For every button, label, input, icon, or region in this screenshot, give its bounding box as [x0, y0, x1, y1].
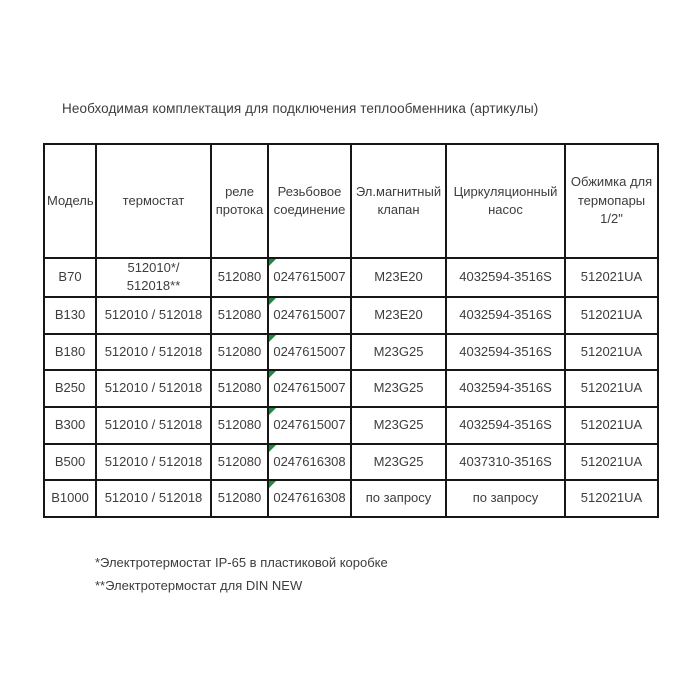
cell-circulation-pump: 4037310-3516S [446, 444, 565, 481]
header-model: Модель [44, 144, 96, 258]
cell-threaded-connection [268, 407, 351, 444]
header-threaded-connection: Резьбовое соединение [268, 144, 351, 258]
cell-thermostat: 512010*/ 512018** [96, 258, 211, 297]
cell-thermostat: 512010 / 512018 [96, 444, 211, 481]
cell-model: B180 [44, 334, 96, 371]
cell-thermostat: 512010 / 512018 [96, 480, 211, 517]
cell-solenoid-valve: M23E20 [351, 297, 446, 334]
header-circulation-pump: Циркуляционный насос [446, 144, 565, 258]
cell-thermostat: 512010 / 512018 [96, 334, 211, 371]
cell-threaded-connection [268, 334, 351, 371]
header-thermostat: термостат [96, 144, 211, 258]
footnote-thermostat-din: **Электротермостат для DIN NEW [95, 578, 303, 593]
cell-model: B130 [44, 297, 96, 334]
excel-error-triangle-icon [269, 481, 276, 488]
cell-thermocouple-crimp: 512021UA [565, 407, 658, 444]
footnotes-block [95, 551, 388, 597]
cell-solenoid-valve: M23E20 [351, 258, 446, 297]
cell-flow-relay: 512080 [211, 370, 268, 407]
cell-threaded-connection [268, 297, 351, 334]
cell-value: 0247615007 [273, 307, 346, 323]
excel-error-triangle-icon [269, 298, 276, 305]
excel-error-triangle-icon [269, 408, 276, 415]
header-flow-relay: реле протока [211, 144, 268, 258]
cell-model: B300 [44, 407, 96, 444]
cell-value: 0247616308 [273, 453, 346, 469]
cell-solenoid-valve: M23G25 [351, 407, 446, 444]
cell-model: B250 [44, 370, 96, 407]
table-row [44, 297, 658, 334]
table-row [44, 334, 658, 371]
cell-model: B70 [44, 258, 96, 297]
cell-flow-relay: 512080 [211, 480, 268, 517]
excel-error-triangle-icon [269, 335, 276, 342]
table-row [44, 444, 658, 481]
cell-flow-relay: 512080 [211, 444, 268, 481]
cell-thermostat: 512010 / 512018 [96, 370, 211, 407]
table-row [44, 258, 658, 297]
cell-circulation-pump: по запросу [446, 480, 565, 517]
cell-circulation-pump: 4032594-3516S [446, 407, 565, 444]
cell-flow-relay: 512080 [211, 334, 268, 371]
cell-threaded-connection [268, 258, 351, 297]
cell-circulation-pump: 4032594-3516S [446, 297, 565, 334]
cell-thermocouple-crimp: 512021UA [565, 297, 658, 334]
cell-solenoid-valve: по запросу [351, 480, 446, 517]
footnote-thermostat-ip65: *Электротермостат IP-65 в пластиковой коробке [95, 555, 388, 570]
cell-value: 0247615007 [273, 417, 346, 433]
cell-solenoid-valve: M23G25 [351, 334, 446, 371]
header-thermocouple-crimp: Обжимка для термопары 1/2" [565, 144, 658, 258]
excel-error-triangle-icon [269, 259, 276, 266]
cell-thermocouple-crimp: 512021UA [565, 334, 658, 371]
cell-flow-relay: 512080 [211, 258, 268, 297]
cell-value: 0247616308 [273, 490, 346, 506]
cell-solenoid-valve: M23G25 [351, 444, 446, 481]
table-row [44, 480, 658, 517]
cell-flow-relay: 512080 [211, 407, 268, 444]
excel-error-triangle-icon [269, 445, 276, 452]
cell-thermocouple-crimp: 512021UA [565, 370, 658, 407]
cell-thermostat: 512010 / 512018 [96, 407, 211, 444]
cell-thermocouple-crimp: 512021UA [565, 444, 658, 481]
table-row [44, 407, 658, 444]
cell-value: 0247615007 [273, 380, 346, 396]
cell-value: 0247615007 [273, 343, 346, 359]
cell-model: B500 [44, 444, 96, 481]
header-solenoid-valve: Эл.магнитный клапан [351, 144, 446, 258]
table-title: Необходимая комплектация для подключения теплообменника (артикулы) [62, 101, 539, 116]
cell-threaded-connection [268, 444, 351, 481]
cell-thermocouple-crimp: 512021UA [565, 258, 658, 297]
cell-threaded-connection [268, 480, 351, 517]
cell-model: B1000 [44, 480, 96, 517]
cell-circulation-pump: 4032594-3516S [446, 258, 565, 297]
cell-value: 0247615007 [273, 269, 346, 285]
cell-circulation-pump: 4032594-3516S [446, 370, 565, 407]
cell-flow-relay: 512080 [211, 297, 268, 334]
table-header-row [44, 144, 658, 258]
cell-threaded-connection [268, 370, 351, 407]
cell-thermocouple-crimp: 512021UA [565, 480, 658, 517]
cell-solenoid-valve: M23G25 [351, 370, 446, 407]
table-row [44, 370, 658, 407]
cell-circulation-pump: 4032594-3516S [446, 334, 565, 371]
cell-thermostat: 512010 / 512018 [96, 297, 211, 334]
parts-table [43, 143, 659, 518]
excel-error-triangle-icon [269, 371, 276, 378]
